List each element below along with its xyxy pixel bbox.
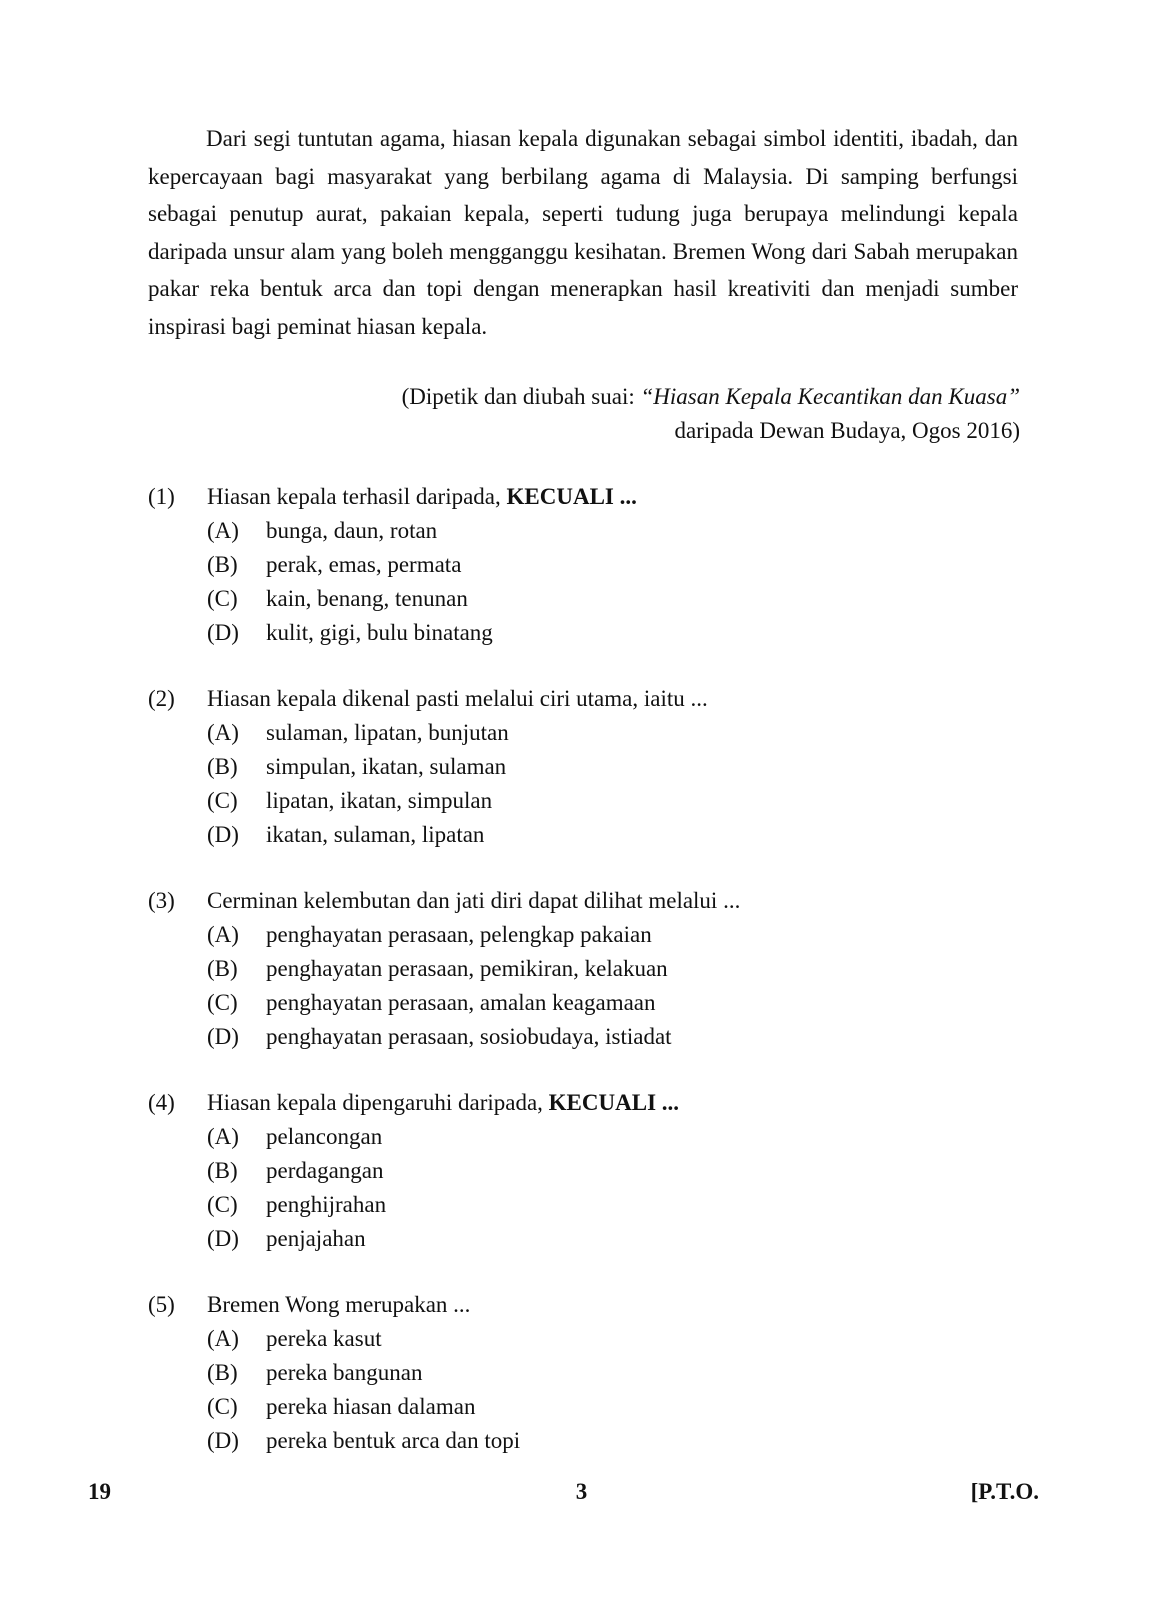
option-letter: (A) — [207, 1326, 239, 1351]
option-letter: (B) — [207, 956, 238, 981]
option-letter: (C) — [207, 1192, 238, 1217]
question-3 — [148, 884, 1018, 1054]
question-stem — [148, 1086, 1018, 1120]
option-d[interactable] — [148, 818, 1018, 852]
option-c[interactable] — [148, 986, 1018, 1020]
citation-source: daripada Dewan Budaya, Ogos 2016) — [674, 418, 1020, 443]
option-b[interactable] — [148, 548, 1018, 582]
question-text: Bremen Wong merupakan ... — [207, 1292, 471, 1317]
option-text: pelancongan — [266, 1124, 383, 1149]
page-footer — [0, 1475, 1163, 1509]
please-turn-over: [P.T.O. — [970, 1479, 1039, 1504]
option-text: penghayatan perasaan, pelengkap pakaian — [266, 922, 652, 947]
question-number: (2) — [148, 686, 175, 711]
option-letter: (C) — [207, 586, 238, 611]
option-text: kulit, gigi, bulu binatang — [266, 620, 493, 645]
question-5 — [148, 1288, 1018, 1458]
option-text: pereka bangunan — [266, 1360, 423, 1385]
question-text-main: Hiasan kepala dipengaruhi daripada, — [207, 1090, 543, 1115]
option-c[interactable] — [148, 1188, 1018, 1222]
option-text: pereka kasut — [266, 1326, 382, 1351]
option-letter: (A) — [207, 518, 239, 543]
option-letter: (A) — [207, 922, 239, 947]
question-2 — [148, 682, 1018, 852]
option-b[interactable] — [148, 750, 1018, 784]
question-text-main: Hiasan kepala terhasil daripada, — [207, 484, 501, 509]
option-text: penjajahan — [266, 1226, 366, 1251]
question-emphasis: KECUALI ... — [548, 1090, 680, 1115]
option-letter: (A) — [207, 720, 239, 745]
option-text: lipatan, ikatan, simpulan — [266, 788, 493, 813]
question-number: (4) — [148, 1090, 175, 1115]
question-text — [207, 1086, 679, 1120]
option-text: kain, benang, tenunan — [266, 586, 468, 611]
option-b[interactable] — [148, 1154, 1018, 1188]
question-4 — [148, 1086, 1018, 1256]
option-b[interactable] — [148, 952, 1018, 986]
option-a[interactable] — [148, 716, 1018, 750]
option-text: penghayatan perasaan, sosiobudaya, istiadat — [266, 1024, 672, 1049]
question-stem — [148, 1288, 1018, 1322]
option-text: pereka bentuk arca dan topi — [266, 1428, 521, 1453]
question-emphasis: KECUALI ... — [506, 484, 637, 509]
option-c[interactable] — [148, 1390, 1018, 1424]
option-letter: (B) — [207, 754, 238, 779]
reading-passage: Dari segi tuntutan agama, hiasan kepala digunakan sebagai simbol identiti, ibadah, dan kepercayaan bagi masyarakat yang berbilang agama di Malaysia. Di samping berfungsi sebagai penutup aurat, pakaian kepala, seperti tudung juga berupaya melindungi kepala daripada unsur alam yang boleh mengganggu kesihatan. Bremen Wong dari Sabah merupakan pakar reka bentuk arca dan topi dengan menerapkan hasil kreativiti dan menjadi sumber inspirasi bagi peminat hiasan kepala. — [148, 126, 1018, 339]
question-text — [207, 480, 637, 514]
option-text: bunga, daun, rotan — [266, 518, 438, 543]
question-1 — [148, 480, 1018, 650]
question-text: Hiasan kepala dikenal pasti melalui ciri utama, iaitu ... — [207, 686, 708, 711]
question-number: (1) — [148, 484, 175, 509]
option-text: perdagangan — [266, 1158, 384, 1183]
option-b[interactable] — [148, 1356, 1018, 1390]
option-d[interactable] — [148, 1424, 1018, 1458]
option-c[interactable] — [148, 784, 1018, 818]
option-a[interactable] — [148, 1322, 1018, 1356]
citation — [402, 380, 1020, 448]
option-letter: (C) — [207, 1394, 238, 1419]
option-a[interactable] — [148, 1120, 1018, 1154]
option-letter: (C) — [207, 788, 238, 813]
page-number: 3 — [575, 1479, 588, 1504]
option-text: penghayatan perasaan, pemikiran, kelakuan — [266, 956, 668, 981]
question-number: (5) — [148, 1292, 175, 1317]
question-stem — [148, 884, 1018, 918]
option-letter: (C) — [207, 990, 238, 1015]
option-d[interactable] — [148, 616, 1018, 650]
option-letter: (A) — [207, 1124, 239, 1149]
option-text: pereka hiasan dalaman — [266, 1394, 476, 1419]
option-a[interactable] — [148, 918, 1018, 952]
questions-list — [148, 480, 1018, 1490]
option-letter: (B) — [207, 1360, 238, 1385]
option-c[interactable] — [148, 582, 1018, 616]
option-text: perak, emas, permata — [266, 552, 462, 577]
question-number: (3) — [148, 888, 175, 913]
paper-code: 19 — [88, 1479, 111, 1504]
option-letter: (D) — [207, 1428, 239, 1453]
citation-prefix: (Dipetik dan diubah suai: — [401, 384, 641, 409]
option-text: ikatan, sulaman, lipatan — [266, 822, 485, 847]
option-d[interactable] — [148, 1020, 1018, 1054]
option-letter: (D) — [207, 1226, 239, 1251]
option-letter: (B) — [207, 552, 238, 577]
option-text: sulaman, lipatan, bunjutan — [266, 720, 509, 745]
citation-line-1 — [402, 380, 1020, 414]
option-letter: (D) — [207, 822, 239, 847]
option-text: penghijrahan — [266, 1192, 387, 1217]
option-text: penghayatan perasaan, amalan keagamaan — [266, 990, 656, 1015]
option-letter: (B) — [207, 1158, 238, 1183]
option-d[interactable] — [148, 1222, 1018, 1256]
option-letter: (D) — [207, 1024, 239, 1049]
question-stem — [148, 682, 1018, 716]
question-text: Cerminan kelembutan dan jati diri dapat dilihat melalui ... — [207, 888, 741, 913]
citation-title: “Hiasan Kepala Kecantikan dan Kuasa” — [640, 384, 1020, 409]
question-stem — [148, 480, 1018, 514]
option-text: simpulan, ikatan, sulaman — [266, 754, 507, 779]
option-letter: (D) — [207, 620, 239, 645]
option-a[interactable] — [148, 514, 1018, 548]
